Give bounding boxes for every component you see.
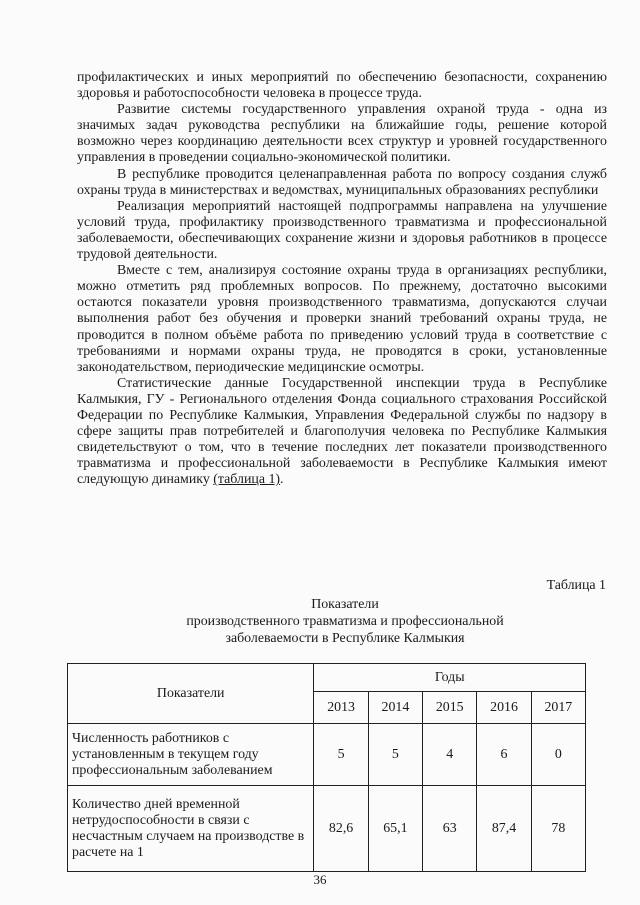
paragraph-end: .: [280, 472, 284, 488]
table-reference-link[interactable]: (таблица 1): [213, 472, 281, 488]
header-indicator: Показатели: [68, 664, 314, 724]
paragraph: В республике проводится целенаправленная работа по вопросу создания служб охраны труда в министерствах и ведомствах, муниципальных образованиях республики: [77, 166, 607, 198]
table-cell: 82,6: [314, 786, 368, 872]
statistics-table: [67, 663, 586, 872]
table-cell: 5: [314, 724, 368, 786]
table-cell: 4: [423, 724, 477, 786]
year-header: 2015: [423, 692, 477, 724]
row-label: Количество дней временной нетрудоспособности в связи с несчастным случаем на производстве в расчете на 1: [68, 786, 314, 872]
paragraph: профилактических и иных мероприятий по обеспечению безопасности, сохранению здоровья и работоспособности человека в процессе труда.: [77, 70, 607, 102]
table-cell: 87,4: [477, 786, 531, 872]
year-header: 2017: [531, 692, 585, 724]
year-header: 2014: [368, 692, 422, 724]
paragraph: Вместе с тем, анализируя состояние охраны труда в организациях республики, можно отметить ряд проблемных вопросов. По прежнему, достаточно высокими остаются показатели уровня производственного травматизма, допускаются случаи выполнения работ без обучения и проверки знаний требований охраны труда, не проводится в полном объёме работа по приведению условий труда в соответствие с требованиями и нормами охраны труда, не проводятся в сроки, установленные законодательством, периодические медицинские осмотры.: [77, 263, 607, 375]
table-cell: 65,1: [368, 786, 422, 872]
year-header: 2016: [477, 692, 531, 724]
table-header-row: [68, 664, 586, 692]
table-row: [68, 724, 586, 786]
table-cell: 0: [531, 724, 585, 786]
table-caption: Таблица 1: [546, 578, 606, 593]
row-label: Численность работников с установленным в текущем году профессиональным заболеванием: [68, 724, 314, 786]
paragraph: [77, 376, 607, 489]
page-number: 36: [313, 872, 327, 887]
table-title-line: Показатели: [311, 597, 379, 612]
table-title-line: заболеваемости в Республике Калмыкия: [225, 631, 465, 646]
table-title: [120, 596, 570, 647]
header-years: Годы: [314, 664, 586, 692]
paragraph: Развитие системы государственного управления охраной труда - одна из значимых задач руководства республики на ближайшие годы, решение которой возможно через координацию деятельности всех структур и уровней государственного управления в проведении социально-экономической политики.: [77, 102, 607, 166]
table-cell: 6: [477, 724, 531, 786]
table-row: [68, 786, 586, 872]
table-title-line: производственного травматизма и профессиональной: [186, 614, 504, 629]
paragraph: Реализация мероприятий настоящей подпрограммы направлена на улучшение условий труда, профилактику производственного травматизма и профессиональной заболеваемости, обеспечивающих сохранение жизни и здоровья работников в процессе трудовой деятельности.: [77, 198, 607, 263]
body-text: [77, 70, 607, 488]
table-cell: 78: [531, 786, 585, 872]
table-cell: 63: [423, 786, 477, 872]
table-cell: 5: [368, 724, 422, 786]
paragraph-text: Статистические данные Государственной инспекции труда в Республике Калмыкия, ГУ - Регионального отделения Фонда социального страхования Российской Федерации по Республике Калмыкия, Управления Федеральной службы по надзору в сфере защиты прав потребителей и благополучия человека по Республике Калмыкия свидетельствуют о том, что в течение последних лет показатели производственного травматизма и профессиональной заболеваемости в Республике Калмыкия имеют следующую динамику: [77, 375, 607, 488]
year-header: 2013: [314, 692, 368, 724]
